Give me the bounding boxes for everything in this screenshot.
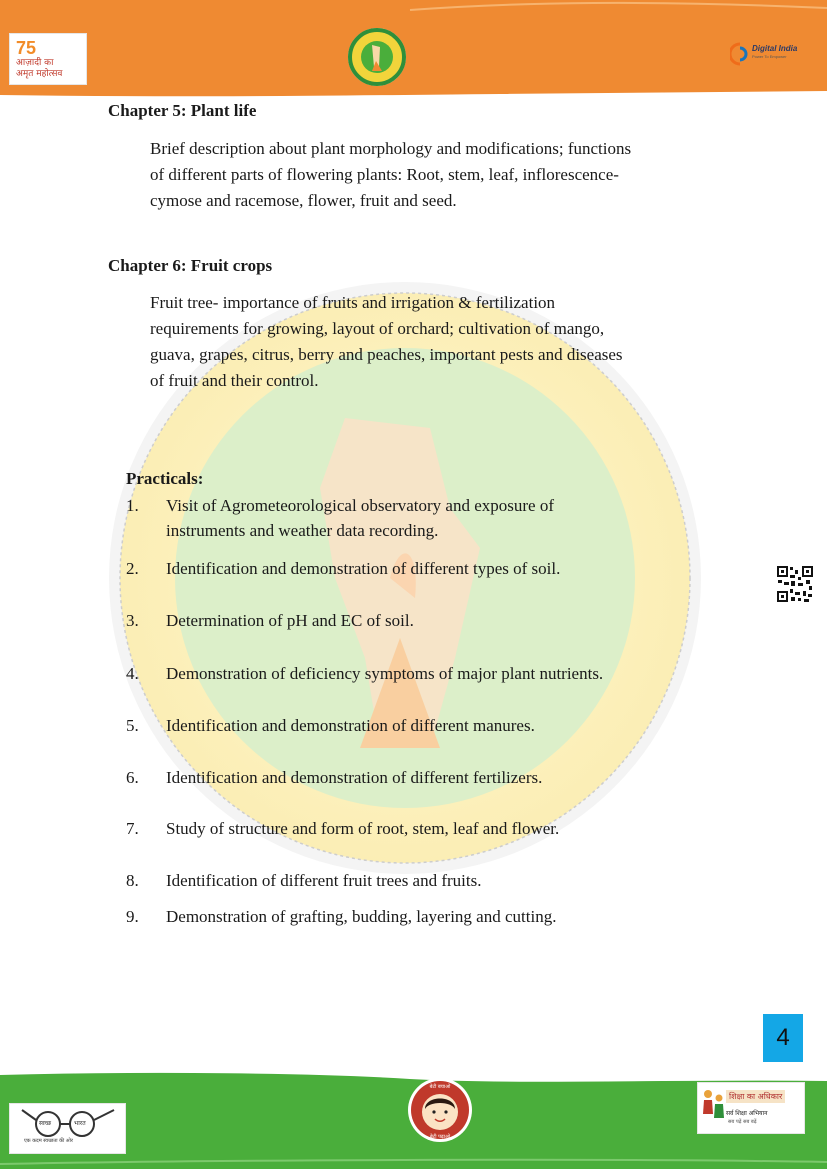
- shiksha-line1: सर्व शिक्षा अभियान: [726, 1110, 768, 1117]
- practical-number: 8.: [126, 871, 139, 890]
- practical-number: 7.: [126, 819, 139, 838]
- beti-bachao-logo: [407, 1077, 473, 1143]
- chapter-5-line-3: cymose and racemose, flower, fruit and seed.: [150, 191, 457, 210]
- chapter-6-line-2: requirements for growing, layout of orchard; cultivation of mango,: [150, 319, 605, 338]
- swachh-tagline: एक कदम स्वच्छता की ओर: [24, 1138, 73, 1144]
- shiksha-children-icon: [700, 1088, 726, 1128]
- board-seal-logo: [346, 27, 408, 87]
- chapter-5-line-1: Brief description about plant morphology and modifications; functions: [150, 139, 632, 158]
- practical-text: Determination of pH and EC of soil.: [166, 611, 414, 630]
- header-orange-band: [0, 0, 827, 97]
- shiksha-line2: सब पढ़ें सब बढ़ें: [728, 1119, 757, 1125]
- swachh-right-word: भारत: [74, 1120, 86, 1127]
- beti-logo-top-text: बेटी बचाओ: [429, 1084, 451, 1090]
- practical-number: 1.: [126, 496, 139, 515]
- practical-number: 6.: [126, 768, 139, 787]
- practical-text: Visit of Agrometeorological observatory and exposure of instruments and weather data recording.: [166, 496, 554, 540]
- azadi-logo-line2: अमृत महोत्सव: [16, 69, 63, 79]
- chapter-6-line-4: of fruit and their control.: [150, 371, 319, 390]
- page-number: 4: [763, 1014, 803, 1062]
- digital-india-icon: [730, 42, 750, 66]
- swachh-bharat-logo: [9, 1103, 126, 1154]
- header-banner: [0, 0, 827, 100]
- chapter-6-description: [150, 290, 700, 394]
- azadi-logo-number: 75: [16, 38, 37, 58]
- practical-text: Identification and demonstration of different fertilizers.: [166, 768, 543, 787]
- practical-number: 2.: [126, 559, 139, 578]
- practicals-heading: Practicals:: [126, 469, 204, 488]
- practical-number: 4.: [126, 664, 139, 683]
- page-header: [0, 0, 827, 100]
- chapter-6-line-1: Fruit tree- importance of fruits and irrigation & fertilization: [150, 293, 556, 312]
- practical-text: Identification of different fruit trees and fruits.: [166, 871, 482, 890]
- qr-code[interactable]: [776, 565, 814, 603]
- practical-text: Study of structure and form of root, stem, leaf and flower.: [166, 819, 560, 838]
- digital-india-tagline: Power To Empower: [752, 54, 787, 59]
- practical-text: Identification and demonstration of different manures.: [166, 716, 535, 735]
- azadi-ka-amrit-mahotsav-logo: [9, 33, 87, 85]
- practical-text: Identification and demonstration of different types of soil.: [166, 559, 561, 578]
- azadi-logo-line1: आज़ादी का: [16, 58, 54, 68]
- practical-text: Demonstration of grafting, budding, layering and cutting.: [166, 907, 557, 926]
- practical-number: 9.: [126, 907, 139, 926]
- digital-india-name: Digital India: [752, 44, 798, 53]
- digital-india-logo: [730, 40, 800, 68]
- beti-logo-bottom-text: बेटी पढ़ाओ: [429, 1134, 451, 1140]
- swachh-glasses-icon: [10, 1104, 125, 1138]
- practical-item: [126, 493, 686, 543]
- swachh-left-word: स्वच्छ: [39, 1120, 52, 1127]
- shiksha-ka-adhikar-logo: [697, 1082, 805, 1134]
- practical-number: 5.: [126, 716, 139, 735]
- chapter-6-line-3: guava, grapes, citrus, berry and peaches, important pests and diseases: [150, 345, 623, 364]
- practical-number: 3.: [126, 611, 139, 630]
- chapter-5-line-2: of different parts of flowering plants: Root, stem, leaf, inflorescence-: [150, 165, 619, 184]
- shiksha-title: शिक्षा का अधिकार: [726, 1090, 785, 1103]
- chapter-5-description: [150, 136, 727, 214]
- practical-text: Demonstration of deficiency symptoms of major plant nutrients.: [166, 664, 604, 683]
- chapter-6-title: Chapter 6: Fruit crops: [108, 256, 273, 275]
- chapter-5-title: Chapter 5: Plant life: [108, 101, 257, 120]
